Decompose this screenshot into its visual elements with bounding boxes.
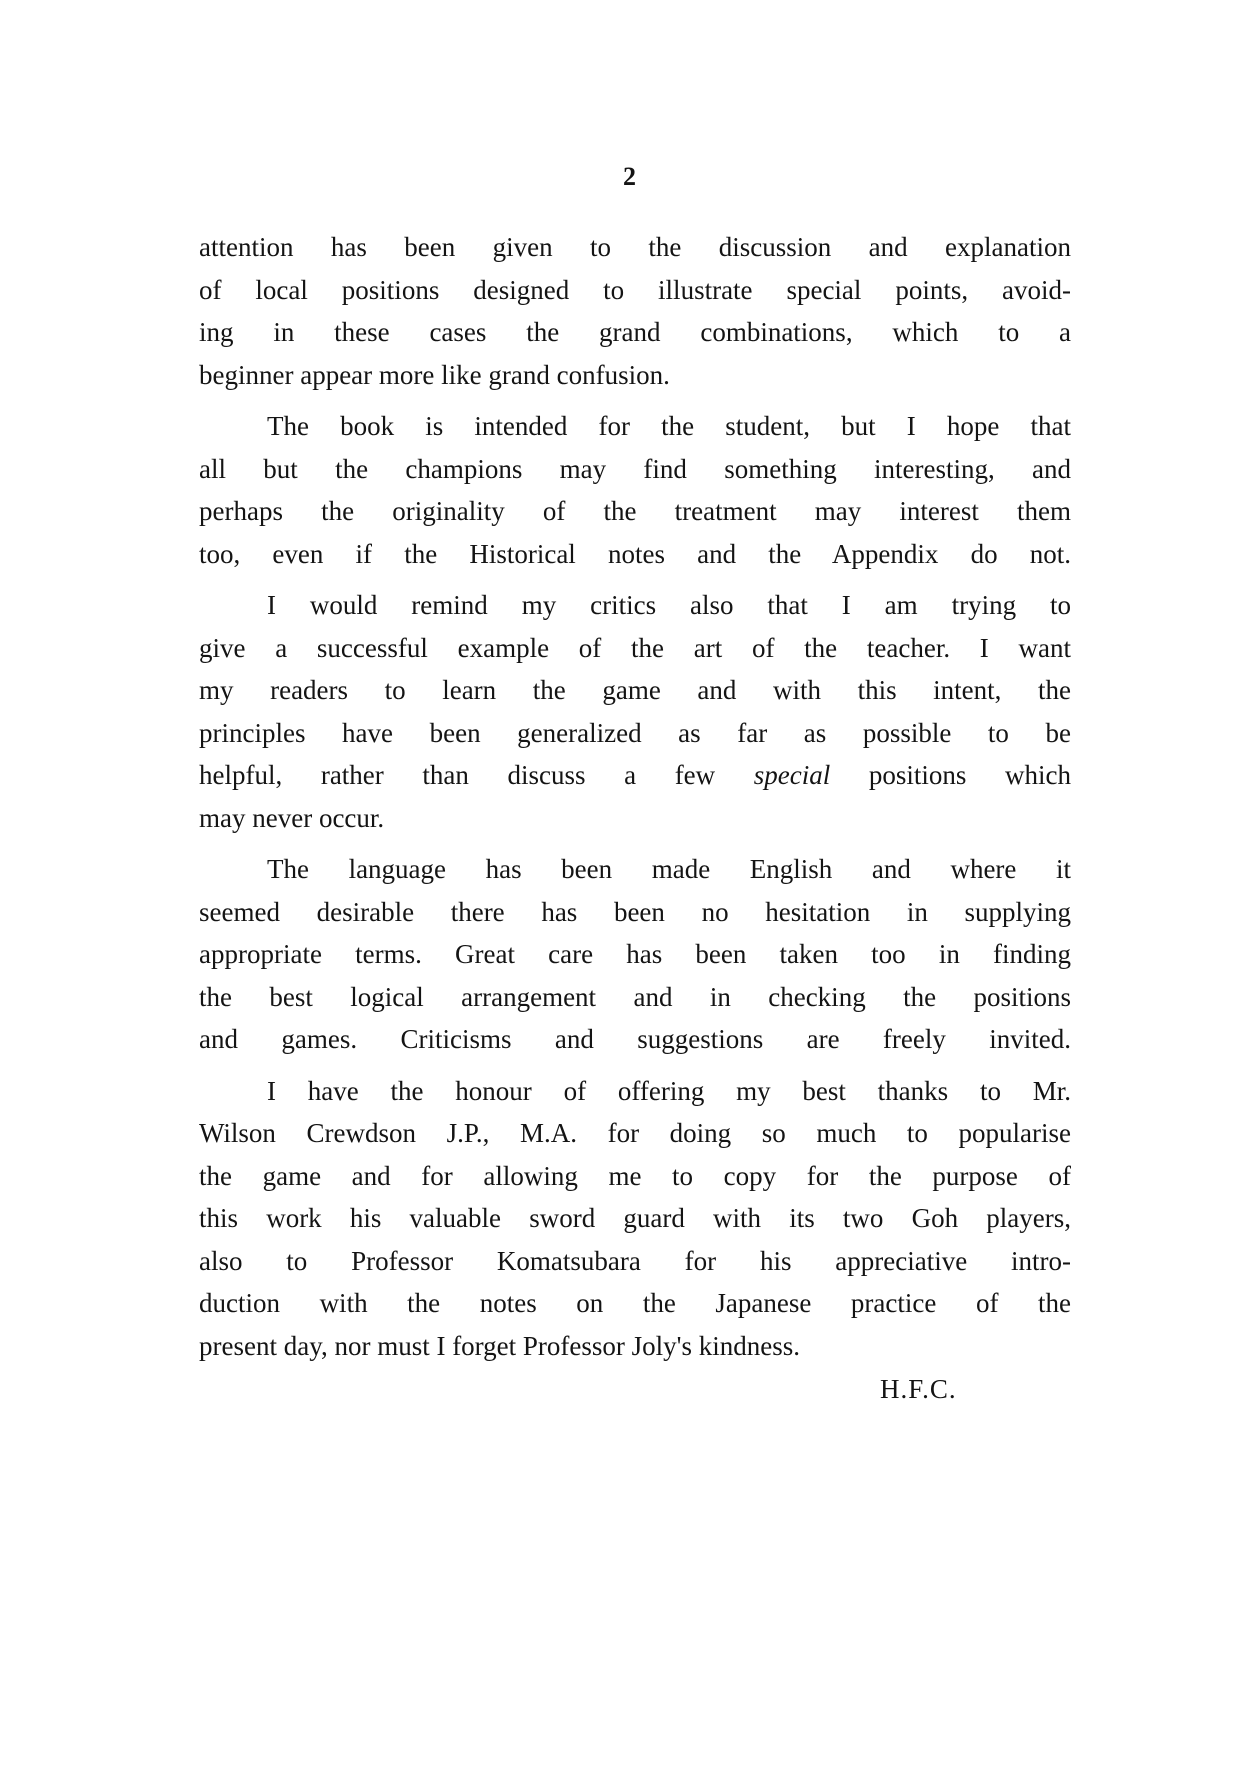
text-line: beginner appear more like grand confusion. [199, 359, 670, 390]
text-line: duction with the notes on the Japanese practice of the [199, 1288, 1071, 1318]
text-line: and games. Criticisms and suggestions are freely invited. [199, 1024, 1071, 1054]
text-line: perhaps the originality of the treatment may interest them [199, 496, 1071, 526]
paragraph-5 [199, 1070, 1071, 1368]
text-line: may never occur. [199, 802, 385, 833]
text-line: seemed desirable there has been no hesitation in supplying [199, 896, 1071, 927]
text-line: the best logical arrangement and in checking the positions [199, 981, 1071, 1012]
text-line: I would remind my critics also that I am trying to [267, 590, 1071, 620]
emphasized-word: special [753, 760, 831, 790]
paragraph-1 [199, 226, 1071, 396]
text-segment: helpful, rather than discuss a few [199, 760, 716, 790]
text-line: appropriate terms. Great care has been taken too in finding [199, 939, 1071, 969]
text-line: The book is intended for the student, but I hope that [267, 411, 1071, 441]
text-line: Wilson Crewdson J.P., M.A. for doing so much to popularise [199, 1118, 1071, 1148]
text-line: also to Professor Komatsubara for his appreciative intro- [199, 1245, 1071, 1276]
text-line: give a successful example of the art of the teacher. I want [199, 632, 1071, 663]
text-line: attention has been given to the discussion and explanation [199, 232, 1071, 262]
text-line: my readers to learn the game and with this intent, the [199, 675, 1071, 705]
text-line: principles have been generalized as far as possible to be [199, 717, 1071, 748]
text-line: this work his valuable sword guard with its two Goh players, [199, 1203, 1071, 1233]
text-line-with-emphasis [199, 754, 1071, 797]
paragraph-2 [199, 405, 1071, 575]
text-segment: positions which [868, 760, 1071, 790]
text-line: ing in these cases the grand combinations, which to a [199, 317, 1071, 347]
page-number: 2 [623, 162, 636, 191]
text-line: I have the honour of offering my best thanks to Mr. [267, 1075, 1071, 1106]
author-initials: H.F.C. [880, 1374, 957, 1404]
text-line: the game and for allowing me to copy for the purpose of [199, 1160, 1071, 1191]
paragraph-4 [199, 848, 1071, 1061]
text-line: present day, nor must I forget Professor Joly's kindness. [199, 1330, 801, 1361]
preface-text [199, 226, 1071, 1367]
text-line: too, even if the Historical notes and the Appendix do not. [199, 538, 1071, 569]
text-line: all but the champions may find something interesting, and [199, 453, 1071, 484]
text-line: The language has been made English and where it [267, 854, 1071, 884]
paragraph-3 [199, 584, 1071, 839]
text-line: of local positions designed to illustrate special points, avoid- [199, 274, 1071, 305]
